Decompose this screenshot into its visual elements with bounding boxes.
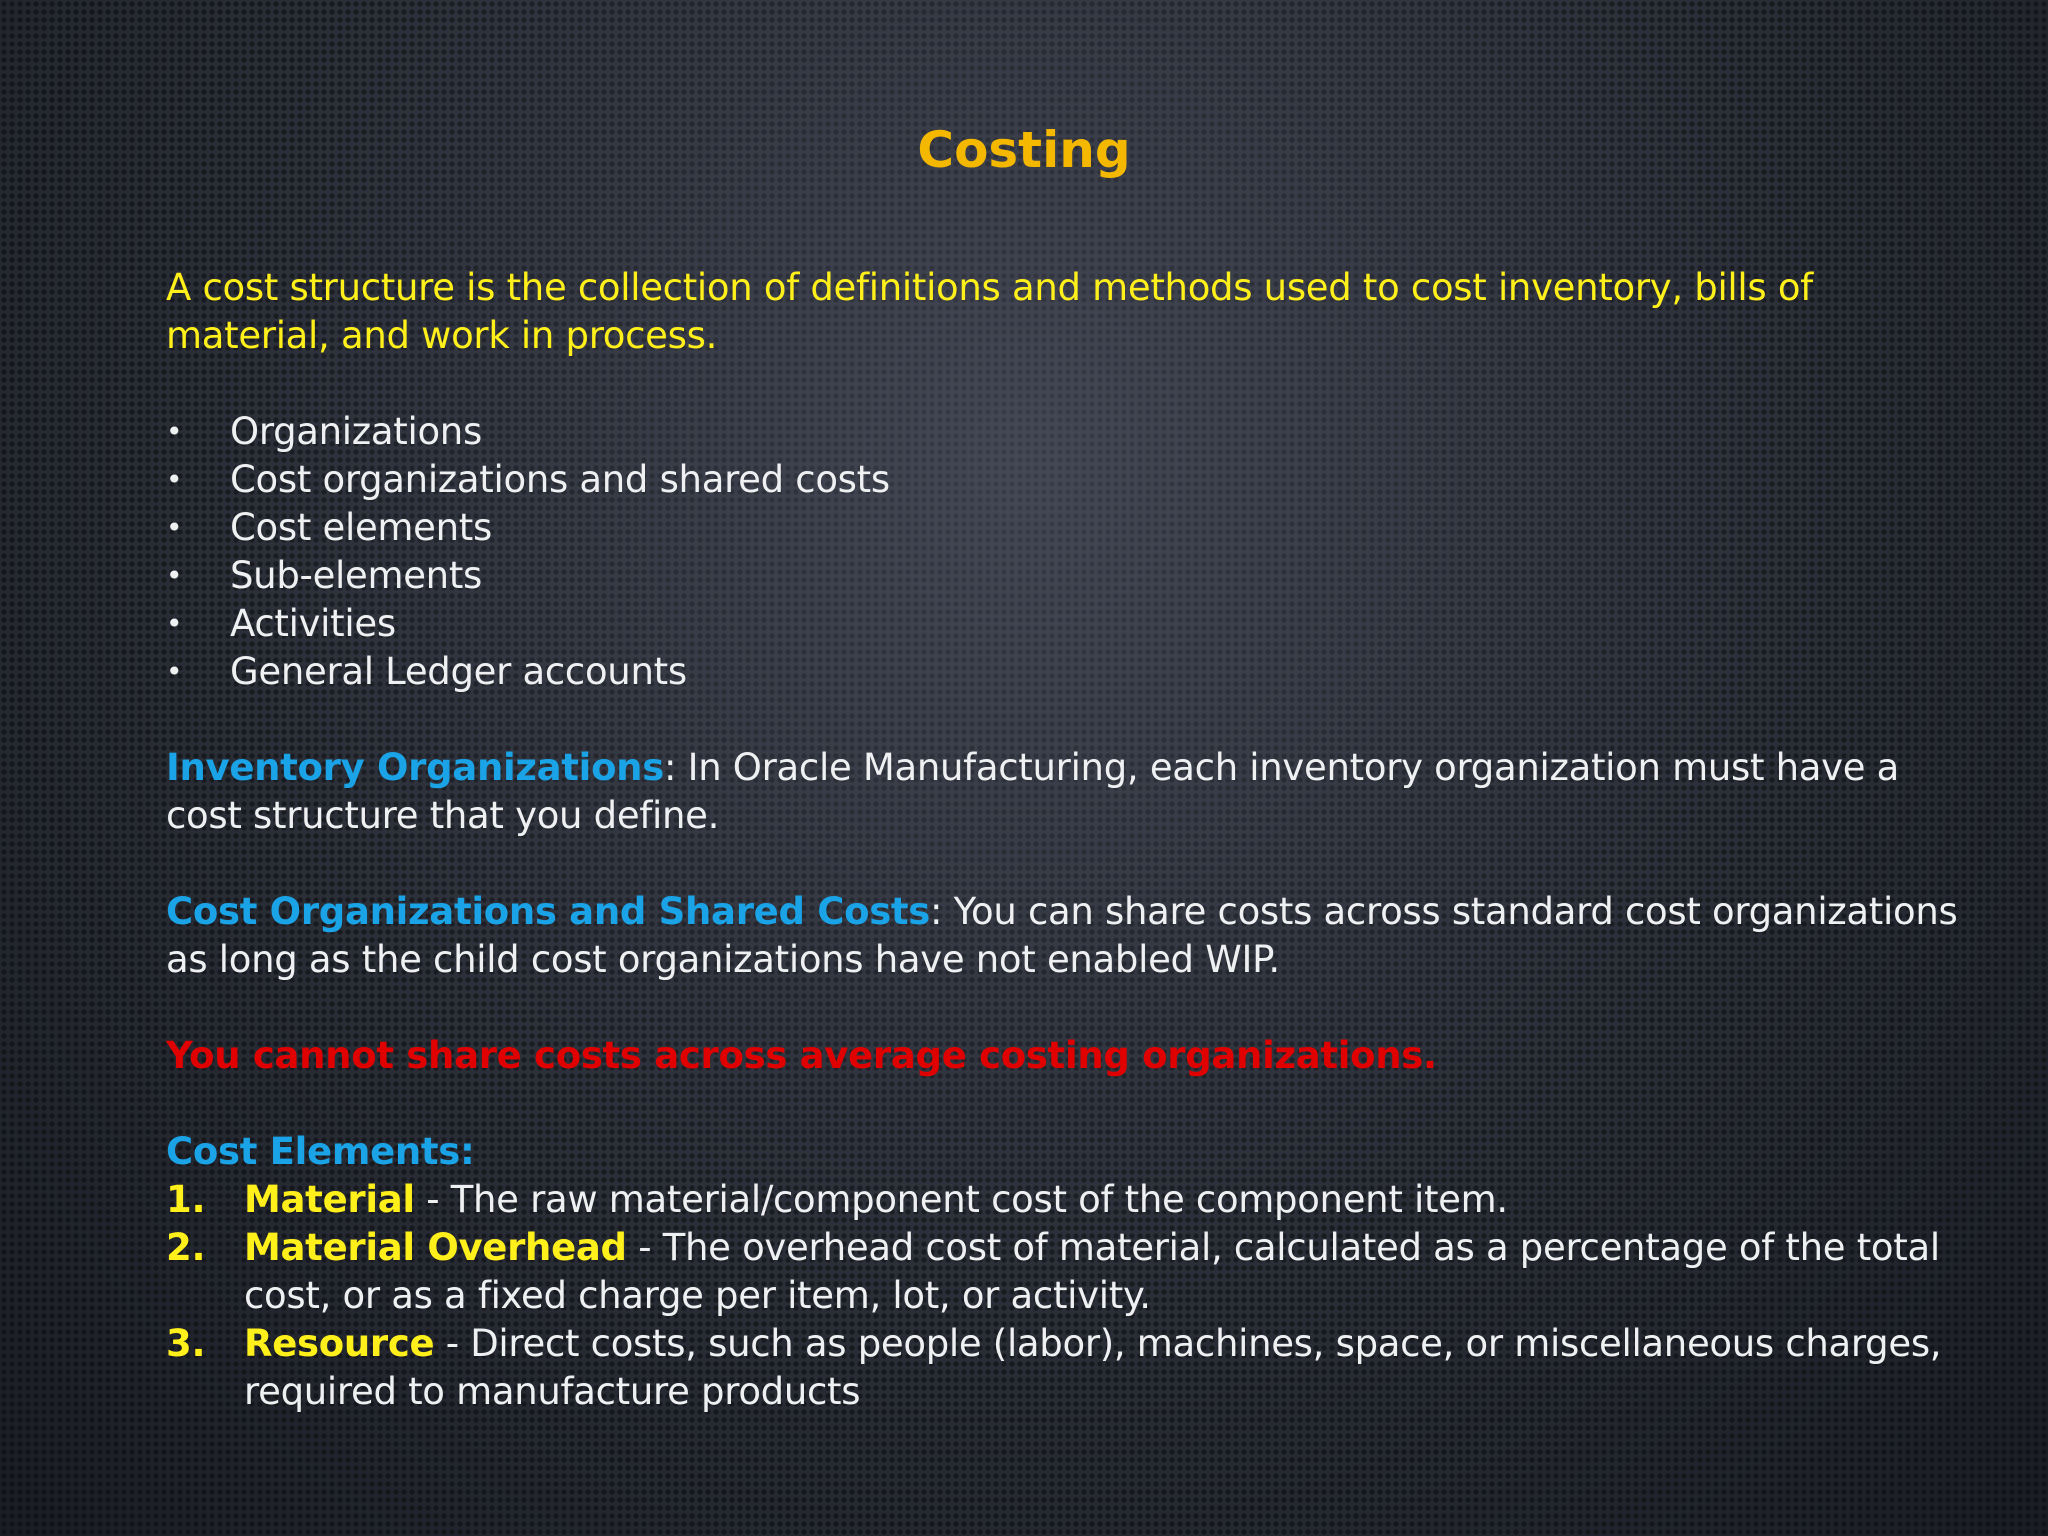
cost-elements-heading: Cost Elements: bbox=[166, 1130, 475, 1173]
cost-elements-list bbox=[166, 1176, 1966, 1416]
cost-organizations-text: You can share costs across standard cost organizations as long as the child cost organizations have not enabled WIP. bbox=[166, 890, 1958, 981]
slide-content bbox=[166, 264, 1966, 1416]
bullet-icon: • bbox=[166, 415, 183, 448]
cost-element-body bbox=[244, 1224, 1944, 1320]
bullet-icon: • bbox=[166, 607, 183, 640]
cost-element-number: 2. bbox=[166, 1226, 206, 1269]
bullet-text: Cost elements bbox=[230, 506, 492, 549]
slide-title: Costing bbox=[917, 121, 1131, 179]
bullet-text: Activities bbox=[230, 602, 396, 645]
cost-element-description: - Direct costs, such as people (labor), machines, space, or miscellaneous charges, required to manufacture products bbox=[244, 1322, 1942, 1413]
cost-element-body bbox=[244, 1176, 1944, 1224]
cost-organizations-term: Cost Organizations and Shared Costs bbox=[166, 890, 931, 933]
cost-element-term: Resource bbox=[244, 1322, 435, 1365]
bullet-text: General Ledger accounts bbox=[230, 650, 687, 693]
intro-paragraph: A cost structure is the collection of definitions and methods used to cost inventory, bills of material, and work in process. bbox=[166, 266, 1813, 357]
cost-organizations-paragraph bbox=[166, 888, 1966, 984]
inventory-organizations-paragraph bbox=[166, 744, 1966, 840]
bullet-item bbox=[166, 600, 1966, 648]
inventory-organizations-colon: : bbox=[663, 746, 677, 789]
cost-element-body bbox=[244, 1320, 1944, 1416]
cost-element-item bbox=[166, 1320, 1966, 1416]
bullet-text: Sub-elements bbox=[230, 554, 483, 597]
bullet-item bbox=[166, 456, 1966, 504]
cost-element-number: 3. bbox=[166, 1322, 206, 1365]
bullet-icon: • bbox=[166, 511, 183, 544]
cost-element-item bbox=[166, 1224, 1966, 1320]
bullet-icon: • bbox=[166, 559, 183, 592]
cost-element-term: Material bbox=[244, 1178, 415, 1221]
bullet-item bbox=[166, 408, 1966, 456]
average-costing-warning: You cannot share costs across average costing organizations. bbox=[166, 1034, 1437, 1077]
cost-element-description: - The overhead cost of material, calculated as a percentage of the total cost, or as a fixed charge per item, lot, or activity. bbox=[244, 1226, 1940, 1317]
bullet-item bbox=[166, 552, 1966, 600]
topic-bullet-list bbox=[166, 408, 1966, 696]
cost-element-number: 1. bbox=[166, 1178, 206, 1221]
bullet-icon: • bbox=[166, 463, 183, 496]
cost-element-term: Material Overhead bbox=[244, 1226, 627, 1269]
inventory-organizations-term: Inventory Organizations bbox=[166, 746, 664, 789]
cost-element-item bbox=[166, 1176, 1966, 1224]
bullet-item bbox=[166, 648, 1966, 696]
inventory-organizations-text: In Oracle Manufacturing, each inventory organization must have a cost structure that you define. bbox=[166, 746, 1900, 837]
bullet-icon: • bbox=[166, 655, 183, 688]
cost-element-description: - The raw material/component cost of the component item. bbox=[414, 1178, 1508, 1221]
bullet-text: Cost organizations and shared costs bbox=[230, 458, 890, 501]
bullet-item bbox=[166, 504, 1966, 552]
cost-organizations-colon: : bbox=[930, 890, 943, 933]
bullet-text: Organizations bbox=[230, 410, 482, 453]
